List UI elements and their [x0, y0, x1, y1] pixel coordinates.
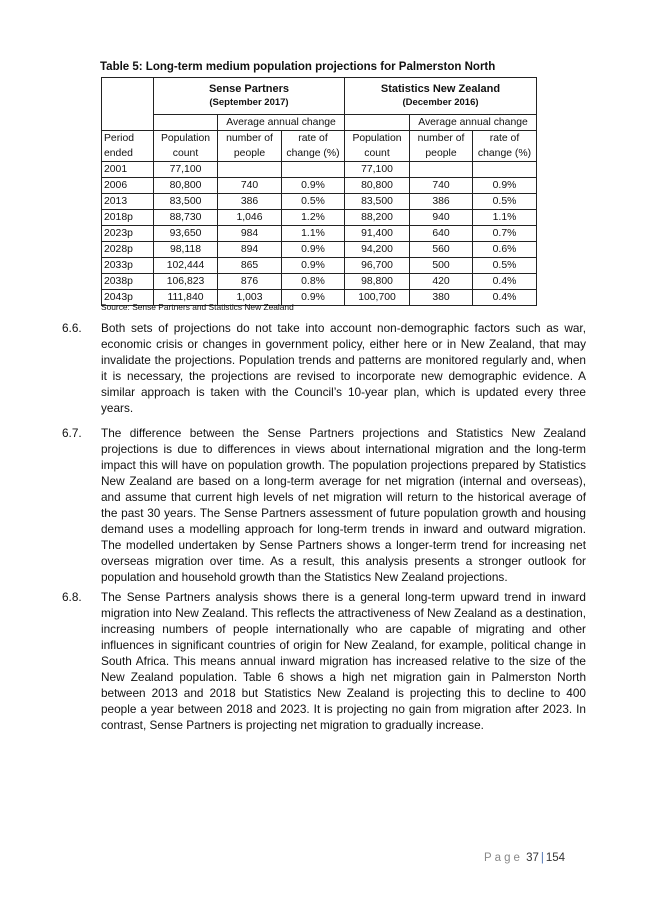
cell-sn-num: 420	[410, 274, 473, 290]
table-source-note: Source: Sense Partners and Statistics New Zealand	[101, 302, 294, 312]
cell-sp-pop: 102,444	[154, 258, 218, 274]
col-sp-rate	[282, 131, 345, 162]
paragraph-number: 6.7.	[62, 426, 82, 440]
cell-sn-pop: 98,800	[345, 274, 410, 290]
table-row	[102, 210, 537, 226]
cell-sp-rate: 0.9%	[282, 290, 345, 306]
cell-sn-num: 560	[410, 242, 473, 258]
paragraph-6-7	[62, 425, 586, 585]
cell-period: 2033p	[102, 258, 154, 274]
cell-sn-num: 740	[410, 178, 473, 194]
cell-sp-pop: 88,730	[154, 210, 218, 226]
table-subheader-row	[102, 115, 537, 131]
sense-partners-header	[154, 78, 345, 115]
cell-sp-pop: 80,800	[154, 178, 218, 194]
col-period-line2: ended	[104, 148, 133, 159]
col-sn-number-line1: number of	[417, 133, 465, 144]
cell-sp-num: 1,046	[218, 210, 282, 226]
cell-sn-rate: 0.9%	[473, 178, 537, 194]
paragraph-text: The Sense Partners analysis shows there is a general long-term upward trend in inward migration into New Zealand. This reflects the attractiveness of New Zealand as a destination, increasing numbers of people internationally who are capable of migrating and other influences in significant countries of origin for New Zealand, for example, political change in South Africa. This means annual inward migration has increased relative to the size of the New Zealand population. Table 6 shows a high net migration gain in Palmerston North between 2013 and 2018 but Statistics New Zealand is projecting this to decline to 400 people a year between 2018 and 2023. It is projecting no gain from migration after 2023. In contrast, Sense Partners is projecting net migration to gradually increase.	[101, 590, 586, 732]
cell-period: 2023p	[102, 226, 154, 242]
col-sn-rate	[473, 131, 537, 162]
col-sp-population-line1: Population	[160, 133, 211, 144]
cell-sn-pop: 77,100	[345, 162, 410, 178]
cell-sn-rate: 0.5%	[473, 194, 537, 210]
cell-sp-pop: 106,823	[154, 274, 218, 290]
col-sn-population-line1: Population	[352, 133, 402, 144]
table-row	[102, 178, 537, 194]
table-row	[102, 194, 537, 210]
cell-sp-rate: 1.1%	[282, 226, 345, 242]
cell-sp-rate: 0.9%	[282, 178, 345, 194]
cell-sn-pop: 83,500	[345, 194, 410, 210]
col-sn-population-line2: count	[364, 148, 390, 159]
cell-sn-pop: 88,200	[345, 210, 410, 226]
sn-avg-change-header: Average annual change	[410, 115, 537, 131]
cell-sn-num: 500	[410, 258, 473, 274]
cell-sp-num: 894	[218, 242, 282, 258]
cell-sp-num: 740	[218, 178, 282, 194]
cell-sp-rate: 0.5%	[282, 194, 345, 210]
table-row	[102, 242, 537, 258]
page-word: Page	[484, 852, 523, 864]
cell-sp-rate: 0.9%	[282, 242, 345, 258]
cell-sp-num: 984	[218, 226, 282, 242]
col-sp-number	[218, 131, 282, 162]
header-empty-cell	[102, 78, 154, 131]
col-sn-rate-line1: rate of	[489, 133, 520, 144]
table-colhead-row	[102, 131, 537, 162]
cell-sp-rate: 0.8%	[282, 274, 345, 290]
cell-sn-rate: 0.4%	[473, 274, 537, 290]
cell-sn-pop: 96,700	[345, 258, 410, 274]
col-sn-number	[410, 131, 473, 162]
cell-sp-num: 386	[218, 194, 282, 210]
cell-period: 2013	[102, 194, 154, 210]
col-sp-rate-line2: change (%)	[286, 148, 340, 159]
table-header-row	[102, 78, 537, 115]
cell-sn-pop: 94,200	[345, 242, 410, 258]
cell-sp-num	[218, 162, 282, 178]
cell-sn-num	[410, 162, 473, 178]
cell-sn-rate: 0.6%	[473, 242, 537, 258]
cell-sn-rate: 1.1%	[473, 210, 537, 226]
cell-sn-num: 640	[410, 226, 473, 242]
cell-sn-rate: 0.5%	[473, 258, 537, 274]
col-sp-number-line2: people	[233, 148, 266, 159]
population-projections-table	[101, 77, 537, 306]
stats-nz-title: Statistics New Zealand	[380, 83, 501, 95]
table-row	[102, 274, 537, 290]
sense-partners-date: (September 2017)	[209, 97, 289, 108]
paragraph-text: The difference between the Sense Partners projections and Statistics New Zealand projections is due to differences in views about international migration and the long-term impact this will have on population growth. The population projections prepared by Statistics New Zealand are based on a long-term average for net migration (internal and overseas), and assume that current high levels of net migration will return to the historical average of the past 30 years. The Sense Partners assessment of future population growth and housing demand uses a modelling approach for long-term trends in inward and outward migration. The modelled undertaken by Sense Partners shows a longer-term trend for increasing net overseas migration over time. As a result, this analysis presents a stronger outlook for population and household growth than the Statistics New Zealand projections.	[101, 426, 586, 584]
sp-avg-change-header: Average annual change	[218, 115, 345, 131]
paragraph-number: 6.6.	[62, 321, 82, 335]
cell-sp-pop: 98,118	[154, 242, 218, 258]
cell-sp-pop: 77,100	[154, 162, 218, 178]
cell-period: 2038p	[102, 274, 154, 290]
cell-period: 2001	[102, 162, 154, 178]
page-total: 154	[545, 852, 566, 864]
paragraph-number: 6.8.	[62, 590, 82, 604]
paragraph-text: Both sets of projections do not take into account non-demographic factors such as war, economic crisis or changes in government policy, either here or in New Zealand, that may invalidate the projections. Population trends and patterns are monitored regularly and, when it is necessary, the projections are revised to incorporate new demographic evidence. A similar approach is taken with the Council’s 10-year plan, which is updated every three years.	[101, 321, 586, 415]
sense-partners-title: Sense Partners	[208, 83, 290, 95]
cell-sp-pop: 83,500	[154, 194, 218, 210]
col-period	[102, 131, 154, 162]
page-separator: |	[540, 852, 544, 864]
cell-sp-rate: 0.9%	[282, 258, 345, 274]
col-sp-rate-line1: rate of	[298, 133, 328, 144]
table-row	[102, 258, 537, 274]
col-sn-population	[345, 131, 410, 162]
cell-sn-num: 940	[410, 210, 473, 226]
sn-empty-cell	[345, 115, 410, 131]
cell-period: 2018p	[102, 210, 154, 226]
cell-period: 2043p	[102, 290, 154, 306]
cell-sp-num: 1,003	[218, 290, 282, 306]
page-footer	[484, 852, 565, 864]
cell-sp-pop: 111,840	[154, 290, 218, 306]
cell-sn-rate	[473, 162, 537, 178]
cell-period: 2006	[102, 178, 154, 194]
col-period-line1: Period	[104, 133, 135, 144]
table-row	[102, 162, 537, 178]
cell-sp-num: 865	[218, 258, 282, 274]
table-title: Table 5: Long-term medium population projections for Palmerston North	[100, 61, 496, 73]
col-sn-number-line2: people	[425, 148, 457, 159]
cell-sp-rate	[282, 162, 345, 178]
cell-sp-rate: 1.2%	[282, 210, 345, 226]
cell-sn-num: 386	[410, 194, 473, 210]
page-number: 37	[526, 852, 539, 864]
cell-sn-rate: 0.7%	[473, 226, 537, 242]
cell-sn-pop: 80,800	[345, 178, 410, 194]
col-sp-population-line2: count	[172, 148, 199, 159]
paragraph-6-8	[62, 589, 586, 733]
paragraph-6-6	[62, 320, 586, 416]
cell-sp-num: 876	[218, 274, 282, 290]
table-row	[102, 226, 537, 242]
col-sp-number-line1: number of	[226, 133, 273, 144]
cell-period: 2028p	[102, 242, 154, 258]
cell-sn-pop: 91,400	[345, 226, 410, 242]
cell-sn-pop: 100,700	[345, 290, 410, 306]
cell-sp-pop: 93,650	[154, 226, 218, 242]
cell-sn-num: 380	[410, 290, 473, 306]
stats-nz-date: (December 2016)	[402, 97, 479, 108]
stats-nz-header	[345, 78, 537, 115]
cell-sn-rate: 0.4%	[473, 290, 537, 306]
col-sp-population	[154, 131, 218, 162]
sp-empty-cell	[154, 115, 218, 131]
col-sn-rate-line2: change (%)	[477, 148, 532, 159]
